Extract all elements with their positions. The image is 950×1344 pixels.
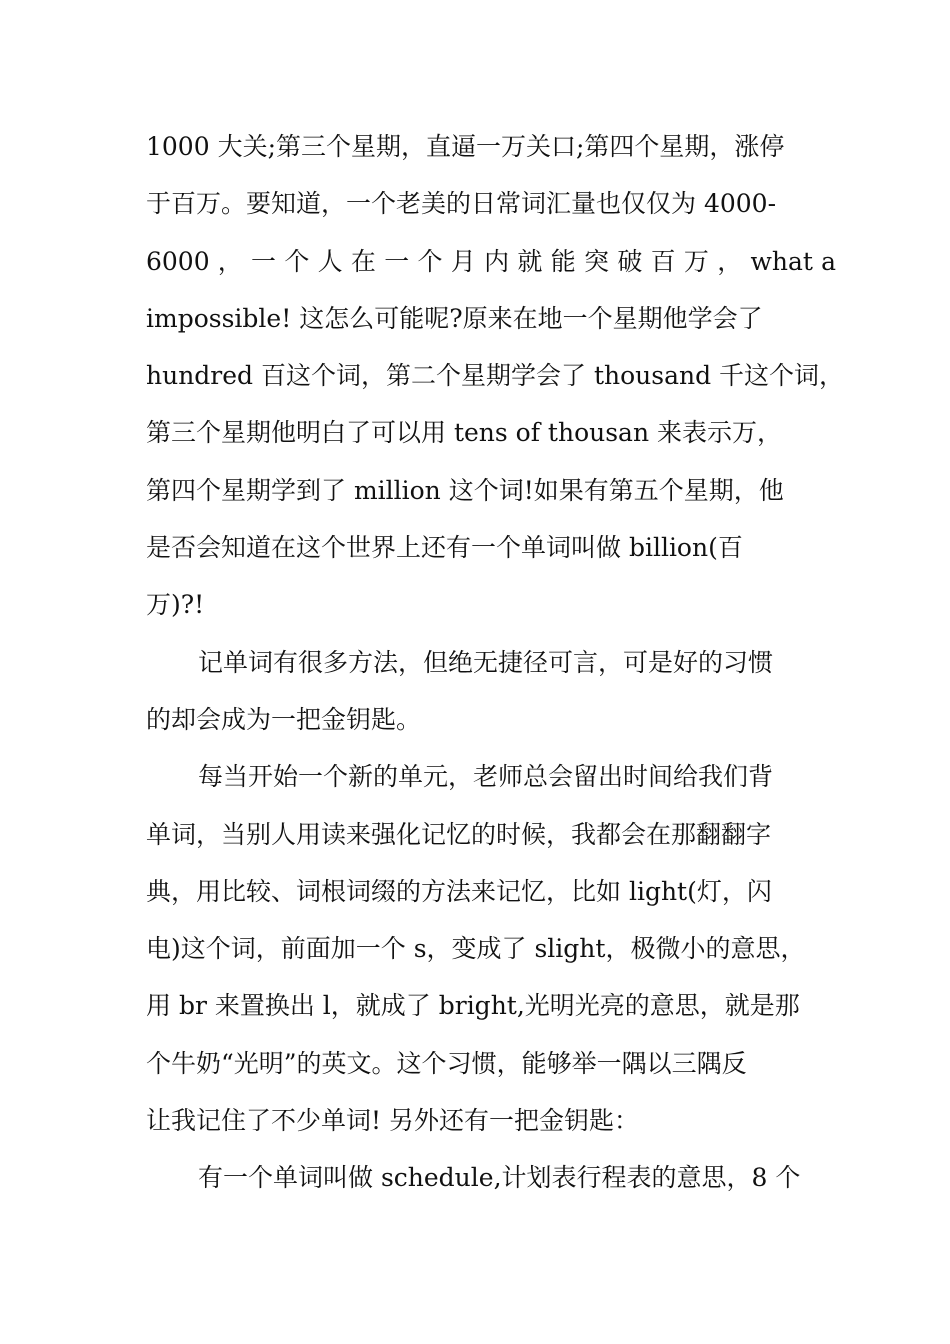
paragraph-first-line: 记单词有很多方法，但绝无捷径可言，可是好的习惯 (198, 647, 774, 677)
text-line: 用 br 来置换出 l，就成了 bright,光明光亮的意思，就是那 (146, 991, 800, 1021)
text-line: impossible! 这怎么可能呢?原来在地一个星期他学会了 (146, 303, 763, 333)
text-line: 的却会成为一把金钥匙。 (146, 704, 422, 734)
text-line: 让我记住了不少单词! 另外还有一把金钥匙： (146, 1106, 639, 1136)
paragraph-first-line: 每当开始一个新的单元，老师总会留出时间给我们背 (198, 762, 774, 792)
text-line: 电)这个词，前面加一个 s，变成了 slight，极微小的意思， (146, 934, 806, 964)
paragraph-first-line: 有一个单词叫做 schedule,计划表行程表的意思，8 个 (198, 1163, 801, 1193)
text-line: 典，用比较、词根词缀的方法来记忆，比如 light(灯，闪 (146, 876, 772, 906)
text-line: 于百万。要知道，一个老美的日常词汇量也仅仅为 4000- (146, 189, 777, 219)
text-line: 单词，当别人用读来强化记忆的时候，我都会在那翻翻字 (146, 819, 772, 849)
document-body (146, 118, 845, 1207)
text-line: 万)?! (146, 590, 205, 620)
text-line: 6000 ， 一 个 人 在 一 个 月 内 就 能 突 破 百 万 ， what a (146, 246, 836, 276)
text-line: 第四个星期学到了 million 这个词!如果有第五个星期，他 (146, 475, 784, 505)
text-line: 是否会知道在这个世界上还有一个单词叫做 billion(百 (146, 533, 743, 563)
text-line: 1000 大关;第三个星期，直逼一万关口;第四个星期，涨停 (146, 132, 785, 161)
text-line: 第三个星期他明白了可以用 tens of thousan 来表示万， (146, 418, 783, 448)
text-line: 个牛奶“光明”的英文。这个习惯，能够举一隅以三隅反 (146, 1048, 747, 1078)
text-line: hundred 百这个词，第二个星期学会了 thousand 千这个词， (146, 361, 845, 391)
